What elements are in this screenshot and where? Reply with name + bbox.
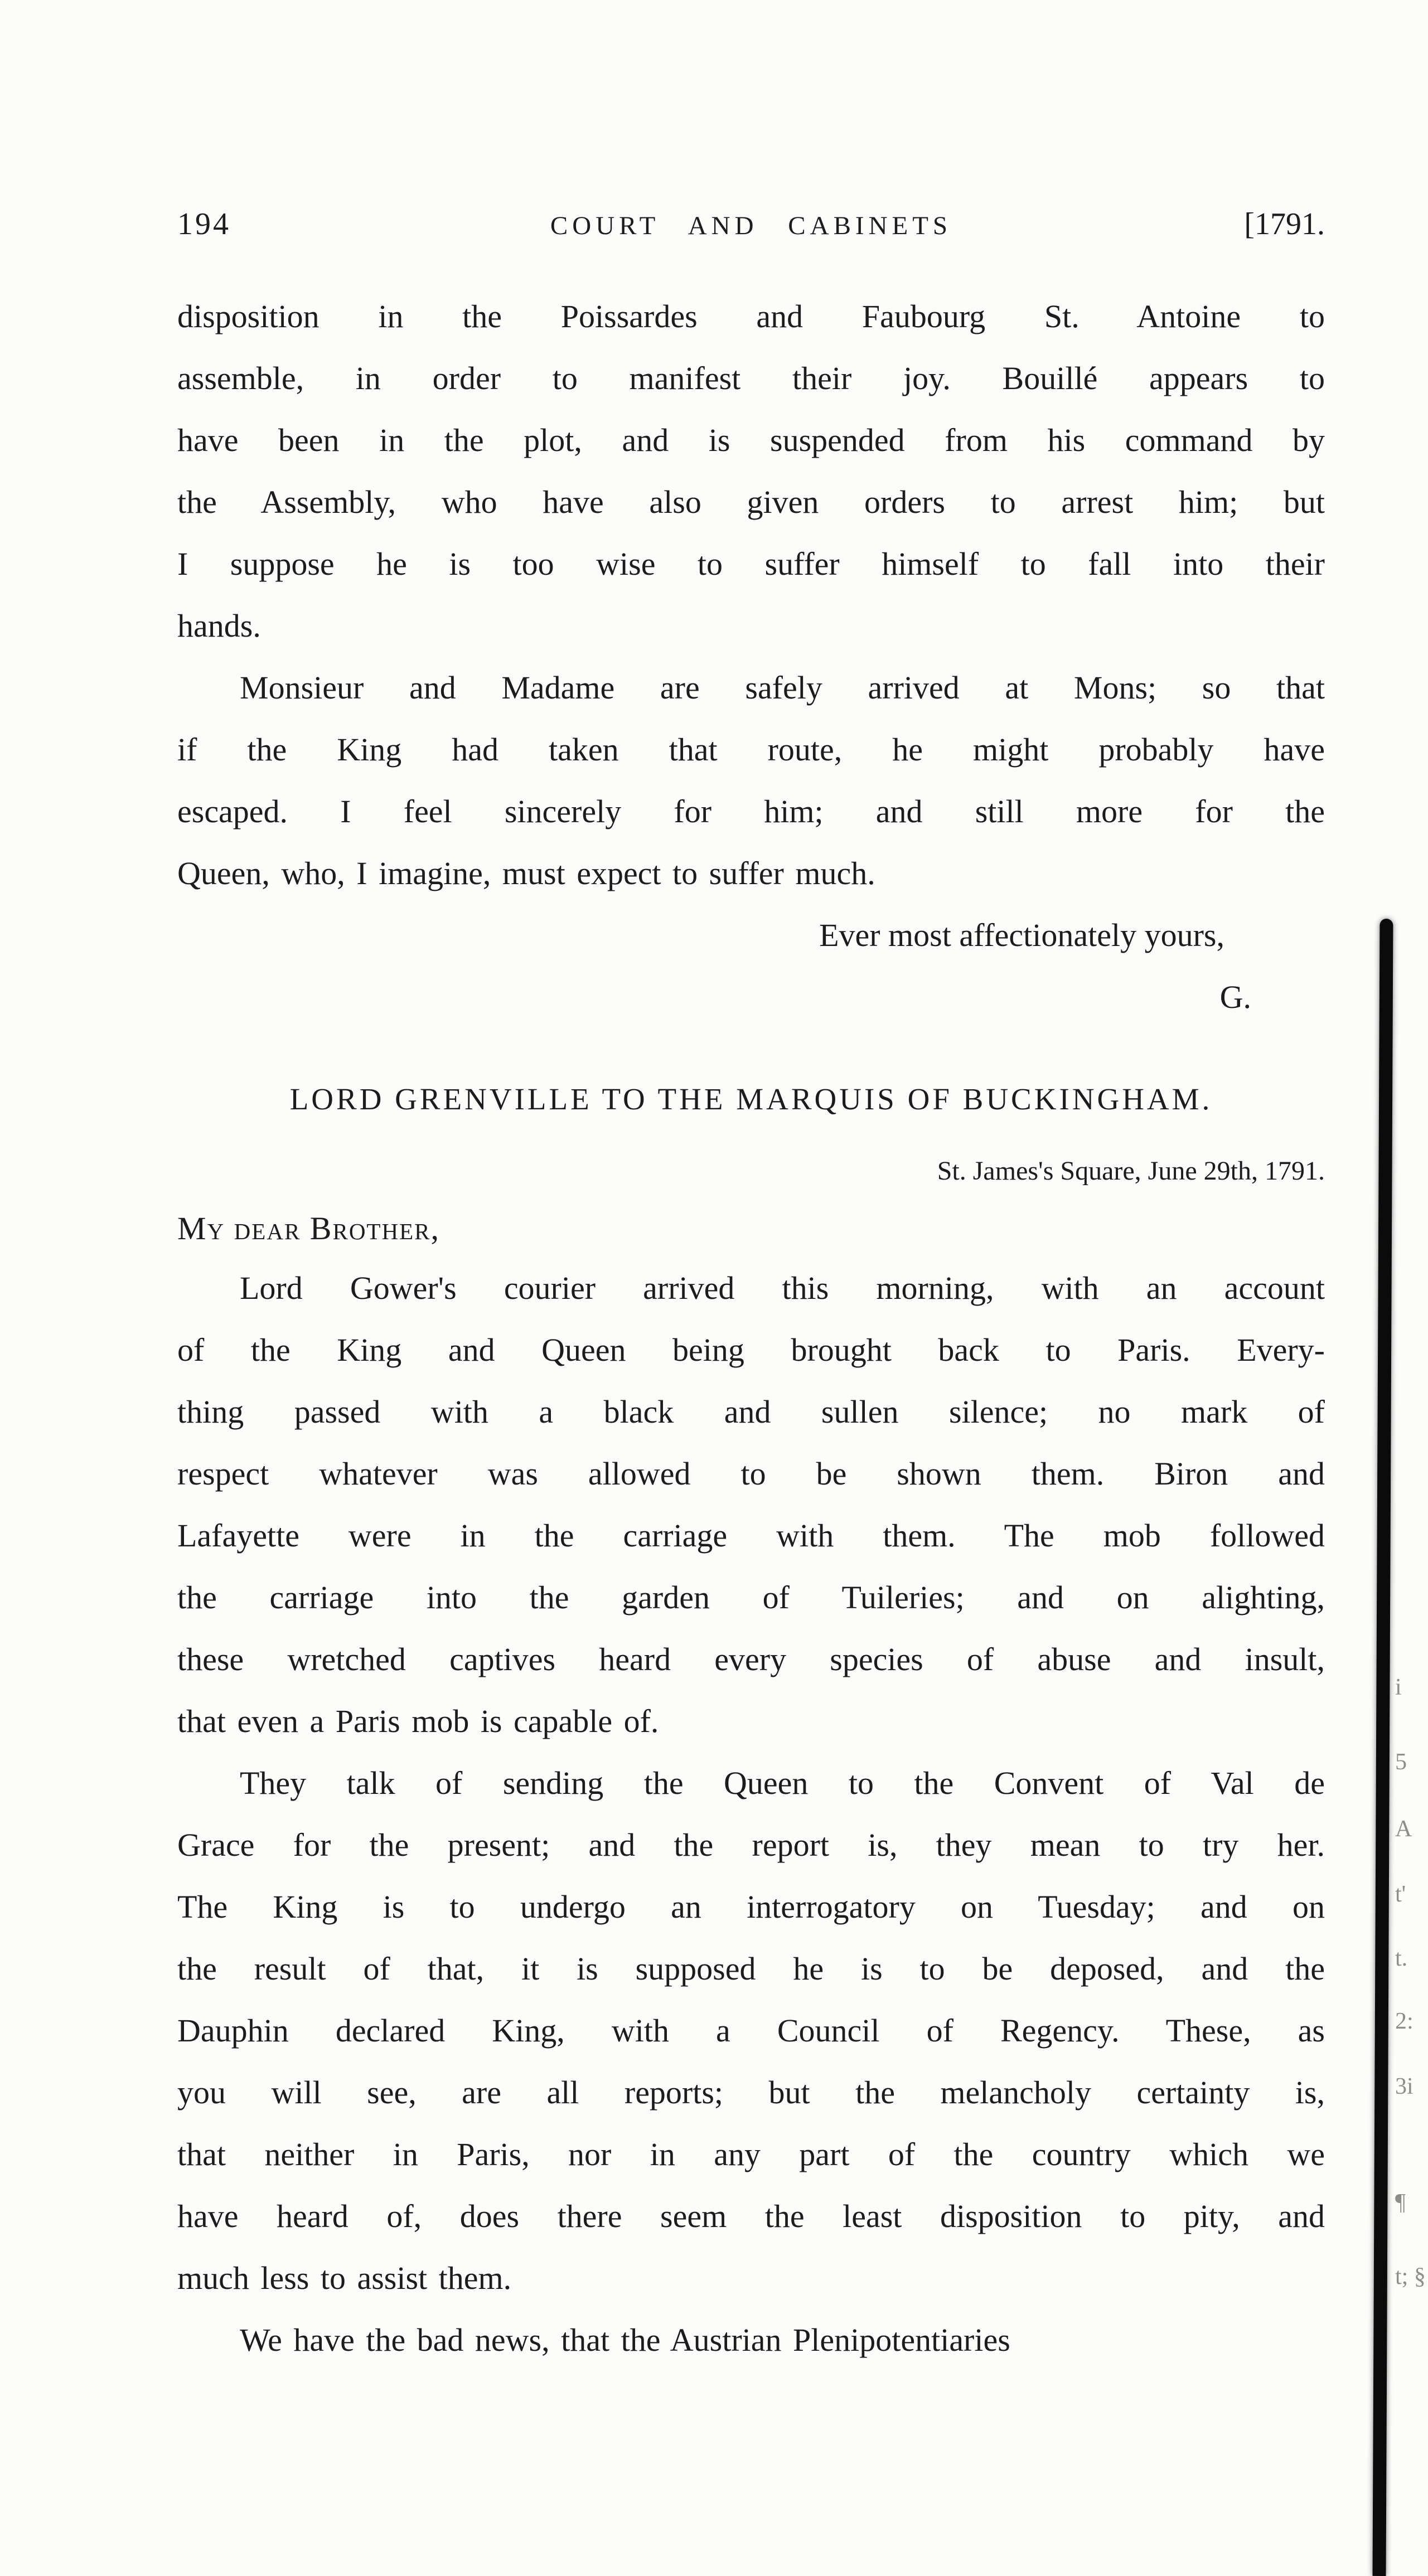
text-line: respect whatever was allowed to be shown them. Biron and [177,1456,1325,1492]
text-line: I suppose he is too wise to suffer himself to fall into their [177,546,1325,582]
page-header [177,206,1325,251]
text-line: thing passed with a black and sullen silence; no mark of [177,1394,1325,1430]
letter-heading: LORD GRENVILLE TO THE MARQUIS OF BUCKINGHAM. [289,1082,1213,1116]
opening-paragraphs [177,285,1325,904]
text-line: that neither in Paris, nor in any part of the country which we [177,2136,1325,2172]
text-line: if the King had taken that route, he might probably have [177,731,1325,768]
text-line: hands. [177,608,261,644]
text-block [177,206,1325,2371]
text-line: disposition in the Poissardes and Faubourg St. Antoine to [177,298,1325,334]
text-line: We have the bad news, that the Austrian Plenipotentiaries [240,2322,1010,2358]
margin-mark: A [1395,1816,1412,1842]
paragraph [177,1752,1325,2309]
text-line: have heard of, does there seem the least disposition to pity, and [177,2198,1325,2234]
text-line: Queen, who, I imagine, must expect to suffer much. [177,855,875,891]
page-number: 194 [177,207,231,241]
text-line: Dauphin declared King, with a Council of Regency. These, as [177,2012,1325,2049]
valediction: Ever most affectionately yours, [819,917,1224,953]
text-line: escaped. I feel sincerely for him; and still more for the [177,793,1325,829]
text-line: you will see, are all reports; but the melancholy certainty is, [177,2074,1325,2111]
margin-mark: ¶ [1395,2190,1406,2215]
text-line: that even a Paris mob is capable of. [177,1703,659,1739]
margin-mark: i [1395,1675,1402,1700]
margin-mark: 2: [1395,2009,1414,2034]
text-line: the Assembly, who have also given orders to arrest him; but [177,484,1325,520]
text-line: the result of that, it is supposed he is to be deposed, and the [177,1951,1325,1987]
text-line: Lafayette were in the carriage with them. The mob followed [177,1517,1325,1554]
header-year: [1791. [1244,207,1325,241]
letter-dateline: St. James's Square, June 29th, 1791. [937,1156,1325,1186]
paragraph [177,657,1325,904]
paragraph [177,1257,1325,1752]
letter-salutation: My dear Brother, [177,1210,440,1246]
text-line: these wretched captives heard every species of abuse and insult, [177,1641,1325,1677]
text-line: Monsieur and Madame are safely arrived at Mons; so that [240,670,1325,706]
text-line: Lord Gower's courier arrived this morning, with an account [240,1270,1325,1306]
paragraph [177,285,1325,657]
text-line: The King is to undergo an interrogatory on Tuesday; and on [177,1889,1325,1925]
scan-gutter-shadow [1373,919,1393,2576]
margin-mark: 5 [1395,1749,1407,1775]
text-line: of the King and Queen being brought back to Paris. Every- [177,1332,1325,1368]
margin-mark: t. [1395,1946,1408,1971]
text-line: Grace for the present; and the report is, they mean to try her. [177,1827,1325,1863]
text-line: the carriage into the garden of Tuileries; and on alighting, [177,1579,1325,1616]
margin-mark: 3i [1395,2074,1414,2099]
margin-mark: t' [1395,1881,1406,1907]
letter-paragraphs [177,1257,1325,2371]
signature: G. [1219,979,1251,1015]
margin-mark: t; § [1395,2264,1426,2289]
text-line: assemble, in order to manifest their joy. Bouillé appears to [177,360,1325,396]
running-title: COURT AND CABINETS [550,211,952,240]
text-line: have been in the plot, and is suspended from his command by [177,422,1325,458]
paragraph [177,2309,1325,2371]
text-line: They talk of sending the Queen to the Convent of Val de [240,1765,1325,1801]
text-line: much less to assist them. [177,2260,512,2296]
